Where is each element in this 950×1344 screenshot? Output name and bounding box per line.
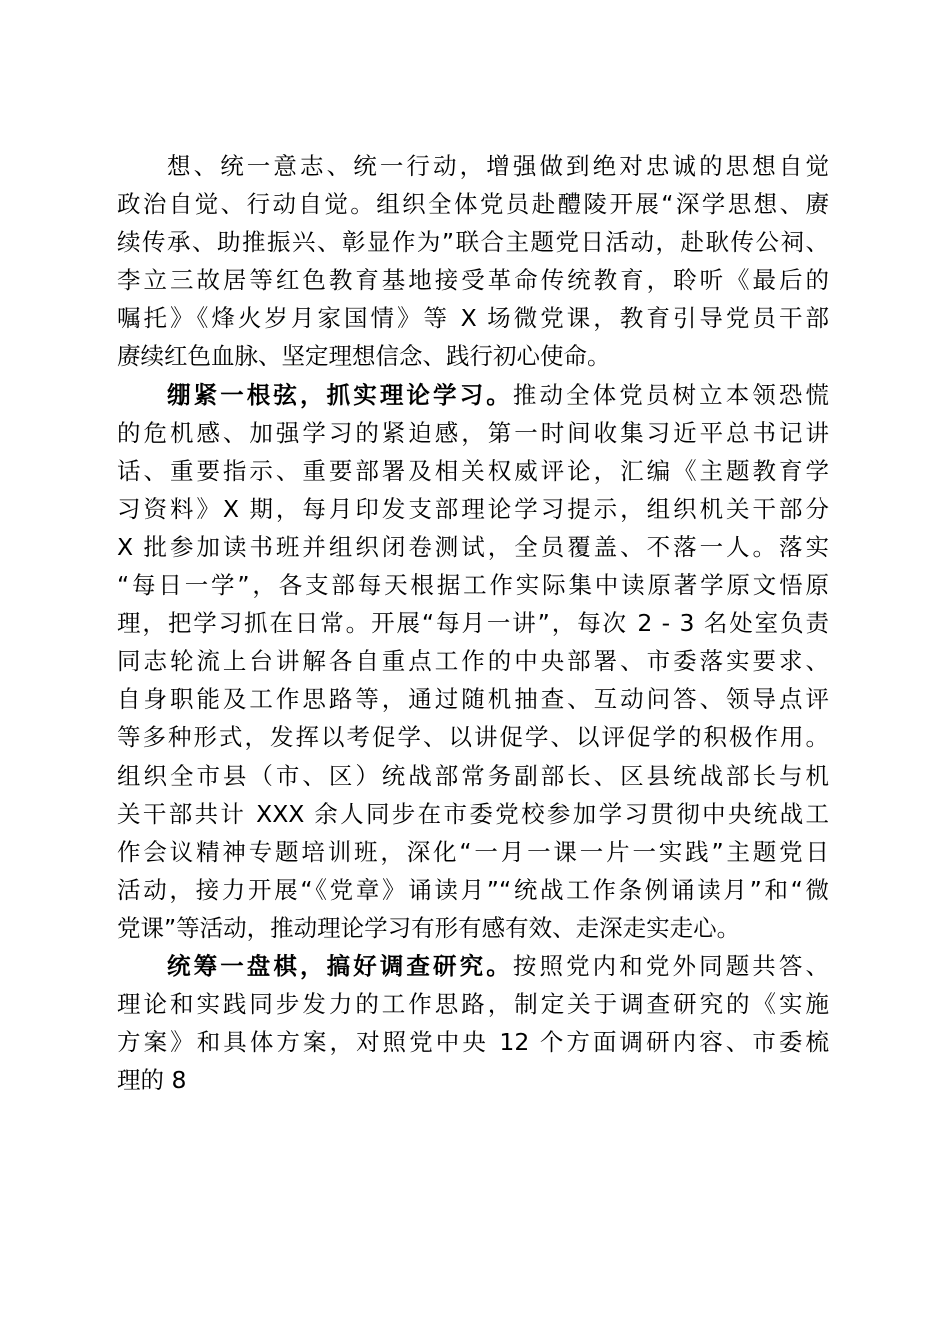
text-line: 等多种形式，发挥以考促学、以讲促学、以评促学的积极作用。 [117, 723, 829, 752]
text-line: 的危机感、加强学习的紧迫感，第一时间收集习近平总书记讲 [117, 418, 829, 447]
text-line: 理，把学习抓在日常。开展“每月一讲”，每次 2 - 3 名处室负责 [117, 609, 829, 638]
text-line: 赓续红色血脉、坚定理想信念、践行初心使命。 [117, 342, 611, 371]
text-line: 话、重要指示、重要部署及相关权威评论，汇编《主题教育学 [117, 456, 829, 485]
text-line: 理论和实践同步发力的工作思路，制定关于调查研究的《实施 [117, 990, 829, 1019]
document-page [117, 147, 829, 1099]
text-line: 李立三故居等红色教育基地接受革命传统教育，聆听《最后的 [117, 266, 829, 295]
text-line: 自身职能及工作思路等，通过随机抽查、互动问答、领导点评 [117, 685, 829, 714]
text-line: 作会议精神专题培训班，深化“一月一课一片一实践”主题党日 [117, 837, 829, 866]
section-heading: 绷紧一根弦，抓实理论学习。 [167, 380, 513, 409]
heading-rest: 按照党内和党外同题共答、 [512, 951, 830, 980]
text-line: 组织全市县（市、区）统战部常务副部长、区县统战部长与机 [117, 761, 829, 790]
text-line: 政治自觉、行动自觉。组织全体党员赴醴陵开展“深学思想、赓 [117, 190, 829, 219]
text-line: 方案》和具体方案，对照党中央 12 个方面调研内容、市委梳 [117, 1028, 829, 1057]
text-line [117, 376, 829, 414]
paragraph-1 [117, 147, 829, 376]
paragraph-2 [117, 376, 829, 947]
text-line: X 批参加读书班并组织闭卷测试，全员覆盖、不落一人。落实 [117, 532, 829, 561]
text-line: “每日一学”，各支部每天根据工作实际集中读原著学原文悟原 [117, 571, 829, 600]
text-line: 想、统一意志、统一行动，增强做到绝对忠诚的思想自觉 [167, 152, 829, 180]
heading-rest: 推动全体党员树立本领恐慌 [512, 380, 830, 409]
section-heading: 统筹一盘棋，搞好调查研究。 [167, 951, 513, 980]
text-line: 理的 8 [117, 1066, 187, 1095]
text-line: 嘱托》《烽火岁月家国情》等 X 场微党课，教育引导党员干部 [117, 304, 829, 333]
text-line: 同志轮流上台讲解各自重点工作的中央部署、市委落实要求、 [117, 647, 829, 676]
text-line: 党课”等活动，推动理论学习有形有感有效、走深走实走心。 [117, 913, 741, 942]
text-line [117, 947, 829, 985]
paragraph-3 [117, 947, 829, 1099]
text-line: 活动，接力开展“《党章》诵读月”“统战工作条例诵读月”和“微 [117, 875, 829, 904]
text-line: 关干部共计 XXX 余人同步在市委党校参加学习贯彻中央统战工 [117, 799, 829, 828]
text-line: 续传承、助推振兴、彰显作为”联合主题党日活动，赴耿传公祠、 [117, 228, 829, 257]
text-line: 习资料》X 期，每月印发支部理论学习提示，组织机关干部分 [117, 494, 829, 523]
